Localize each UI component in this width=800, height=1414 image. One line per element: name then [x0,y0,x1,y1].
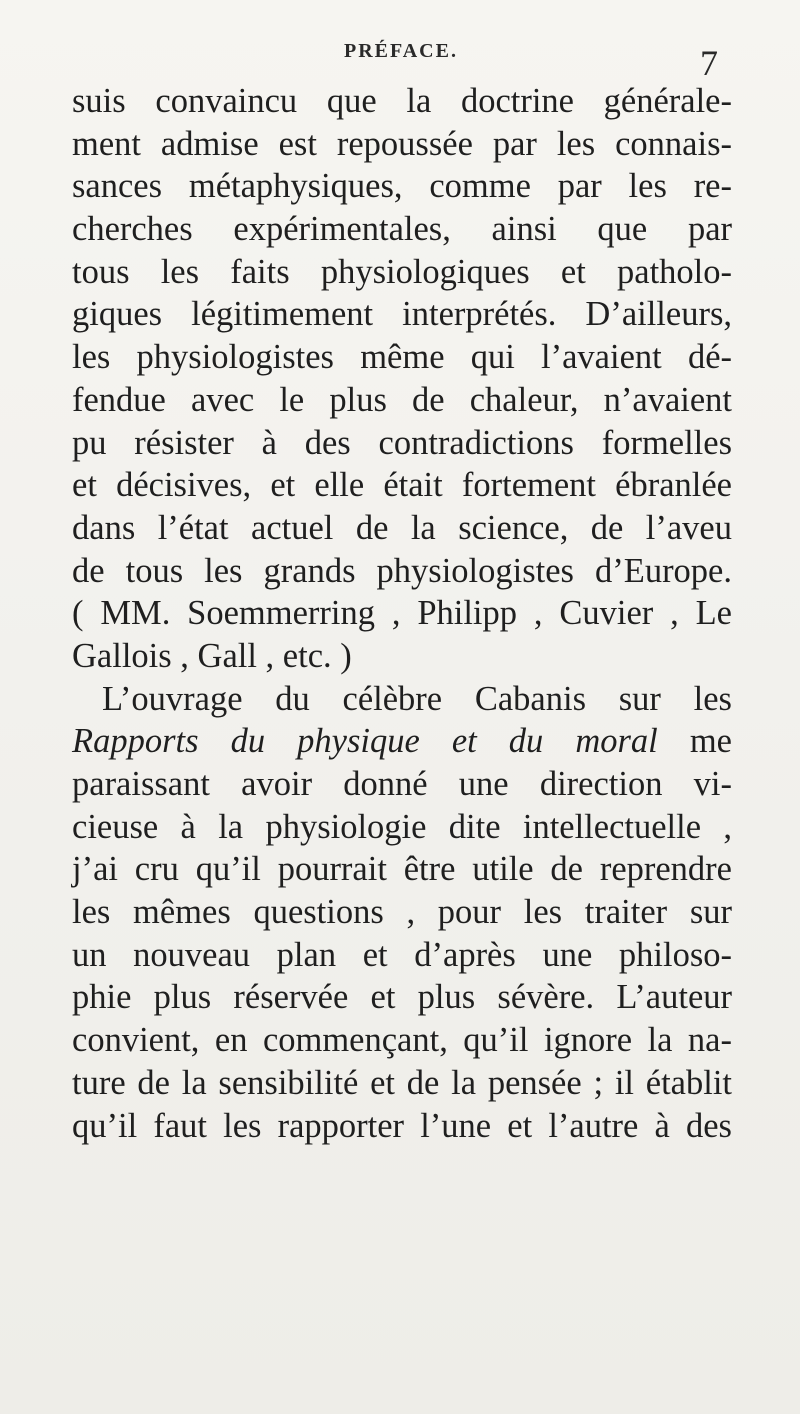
text-line: dans l’état actuel de la science, de l’aveu [72,508,732,547]
paragraph-start-line: L’ouvrage du célèbre Cabanis sur les [102,679,732,718]
text-line: cherches expérimentales, ainsi que par [72,210,732,249]
text-line: ment admise est repoussée par les connais- [72,124,732,163]
text-line: ( MM. Soemmerring , Philipp , Cuvier , Le [72,594,732,633]
text-line: un nouveau plan et d’après une philoso- [72,935,732,974]
text-line-with-italic-title [72,720,732,763]
text-line: de tous les grands physiologistes d’Europe. [72,551,732,590]
text-line: suis convaincu que la doctrine générale- [72,82,732,120]
italic-book-title: Rapports du physique et du moral [72,722,658,761]
running-title: PRÉFACE. [344,40,458,62]
text-line: les mêmes questions , pour les traiter sur [72,893,732,932]
text-line: les physiologistes même qui l’avaient dé- [72,338,732,377]
text-line: giques légitimement interprétés. D’ailleurs, [72,295,732,334]
body-text [72,80,732,1147]
text-line: Gallois , Gall , etc. ) [72,636,352,675]
text-line: convient, en commençant, qu’il ignore la na- [72,1021,732,1060]
text-line: qu’il faut les rapporter l’une et l’autre à des [72,1106,732,1145]
text-line: sances métaphysiques, comme par les re- [72,167,732,206]
text-line: tous les faits physiologiques et patholo- [72,252,732,291]
text-line: pu résister à des contradictions formelles [72,423,732,462]
text-line: et décisives, et elle était fortement ébranlée [72,466,732,505]
text-line: phie plus réservée et plus sévère. L’auteur [72,978,732,1017]
page-header [0,40,800,83]
page-number: 7 [700,43,718,83]
text-line: ture de la sensibilité et de la pensée ; il établit [72,1063,732,1102]
text-line: j’ai cru qu’il pourrait être utile de reprendre [72,850,732,889]
text-line: cieuse à la physiologie dite intellectuelle , [72,807,732,846]
text-fragment: me [657,722,732,761]
text-line: paraissant avoir donné une direction vi- [72,765,732,803]
text-line: fendue avec le plus de chaleur, n’avaient [72,380,732,419]
